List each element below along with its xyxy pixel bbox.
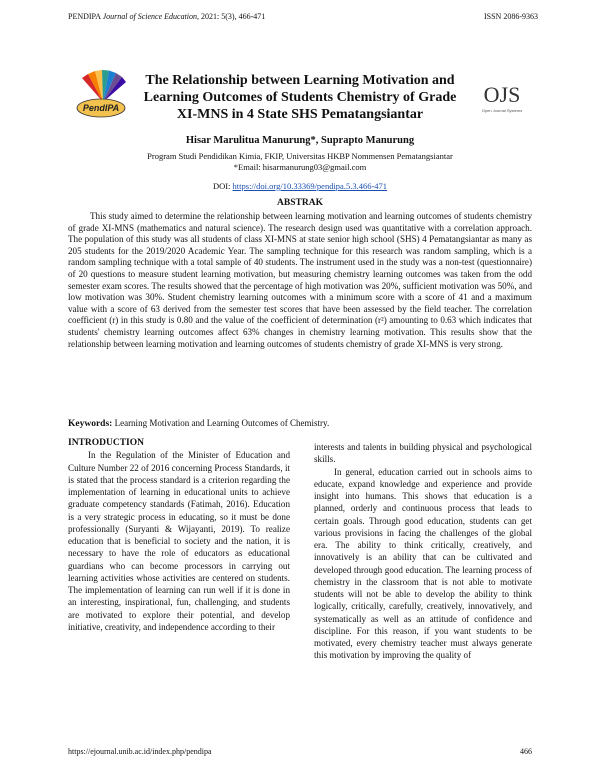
abstract-text: This study aimed to determine the relationship between learning motivation and learning outcomes of students chemistry of grade XI-MNS (mathematics and natural science). The research design used was quantitative with a correlation approach. The population of this study was all students of class XI-MNS at state senior high school (SHS) 4 Pematangsiantar as many as 205 students for the 2019/2020 Academic Year. The sampling technique for this research was random sampling, which is a random sampling technique with a total sample of 40 students. The instrument used in the study was a non-test (questionnaire) of 20 questions to measure student learning motivation, but measuring chemistry learning outcomes was taken from the odd semester exam scores. The results showed that the percentage of high motivation was 20%, sufficient motivation was 50%, and low motivation was 30%. Student chemistry learning outcomes with a minimum score with a score of 41 and a maximum value with a score of 63 derived from the semester test scores that have been assessed by the field teacher. The correlation coefficient (r) in this study is 0.80 and the value of the coefficient of determination (r²) amounting to 0.63 which indicates that students' chemistry learning outcomes affect 63% changes in chemistry learning motivation. This results show that the relationship between learning motivation and learning outcomes of students chemistry of grade XI-MNS is very strong.: [68, 211, 532, 349]
ojs-logo-subtext: Open Journal Systems: [481, 108, 523, 113]
keywords-label: Keywords:: [68, 419, 113, 429]
doi-link[interactable]: https://doi.org/10.33369/pendipa.5.3.466-471: [232, 181, 388, 191]
doi-line: [68, 181, 532, 191]
abstract-heading: ABSTRAK: [277, 198, 323, 208]
intro-paragraph-1: In the Regulation of the Minister of Education and Culture Number 22 of 2016 concerning Process Standards, it is stated that the process standard is a criterion regarding the implementation of learning in educational units to achieve graduate competency standards (Fatimah, 2016). Education is a very strategic process in educating, so it must be done professionally (Suryanti & Wijayanti, 2019). To realize education that is beneficial to society and the nation, it is necessary to have the role of educators as educational guardians who can become processors in carrying out learning activities whose activities are centered on students. The implementation of learning can run well if it is done in an interesting, inspirational, fun, challenging, and students are motivated to explore their potential, and develop initiative, creativity, and independence according to their: [68, 450, 290, 632]
corresponding-email: *Email: hisarmanurung03@gmail.com: [233, 162, 367, 172]
intro-paragraph-continued: interests and talents in building physical and psychological skills.: [314, 442, 532, 465]
pendipa-logo: [68, 64, 138, 124]
paper-title: The Relationship between Learning Motivation and Learning Outcomes of Students Chemistry of Grade XI-MNS in 4 State SHS Pematangsiantar: [143, 73, 457, 122]
intro-heading: INTRODUCTION: [68, 438, 145, 448]
intro-right-column: [314, 441, 532, 662]
keywords-line: [68, 418, 532, 429]
ojs-logo: [472, 78, 532, 118]
intro-left-column: [68, 437, 290, 633]
author-list: Hisar Marulitua Manurung*, Suprapto Manurung: [185, 135, 415, 146]
intro-paragraph-2: In general, education carried out in schools aims to educate, expand knowledge and experience and provide insight into humans. This shows that education is a planned, orderly and continuous process that leads to certain goals. Through good education, students can get various provisions in facing the challenges of the global era. The ability to think critically, creatively, and innovatively is an ability that can be cultivated and developed through good education. The learning process of chemistry in the classroom that is not able to motivate students will not be able to develop the ability to think logically, critically, carefully, creatively, innovatively, and systematically as well as an attitude of confidence and discipline. For this reason, if you want students to be motivated, every chemistry teacher must always generate this motivation by improving the quality of: [314, 466, 532, 661]
pendipa-logo-text: PendIPA: [82, 103, 120, 113]
affiliation: Program Studi Pendidikan Kimia, FKIP, Universitas HKBP Nommensen Pematangsiantar: [147, 151, 453, 161]
logo-fan-icon: [82, 70, 126, 102]
running-header-journal: PENDIPA Journal of Science Education, 2021: 5(3), 466-471: [68, 12, 266, 21]
affiliation-block: [68, 151, 532, 173]
ojs-logo-text: OJS: [483, 82, 521, 107]
running-header-issn: ISSN 2086-9363: [483, 12, 538, 21]
page-number: 466: [520, 747, 532, 756]
footer-journal-url: https://ejournal.unib.ac.id/index.php/pendipa: [68, 747, 212, 756]
doi-label: DOI:: [212, 181, 233, 191]
keywords-text: Learning Motivation and Learning Outcomes of Chemistry.: [112, 418, 330, 428]
